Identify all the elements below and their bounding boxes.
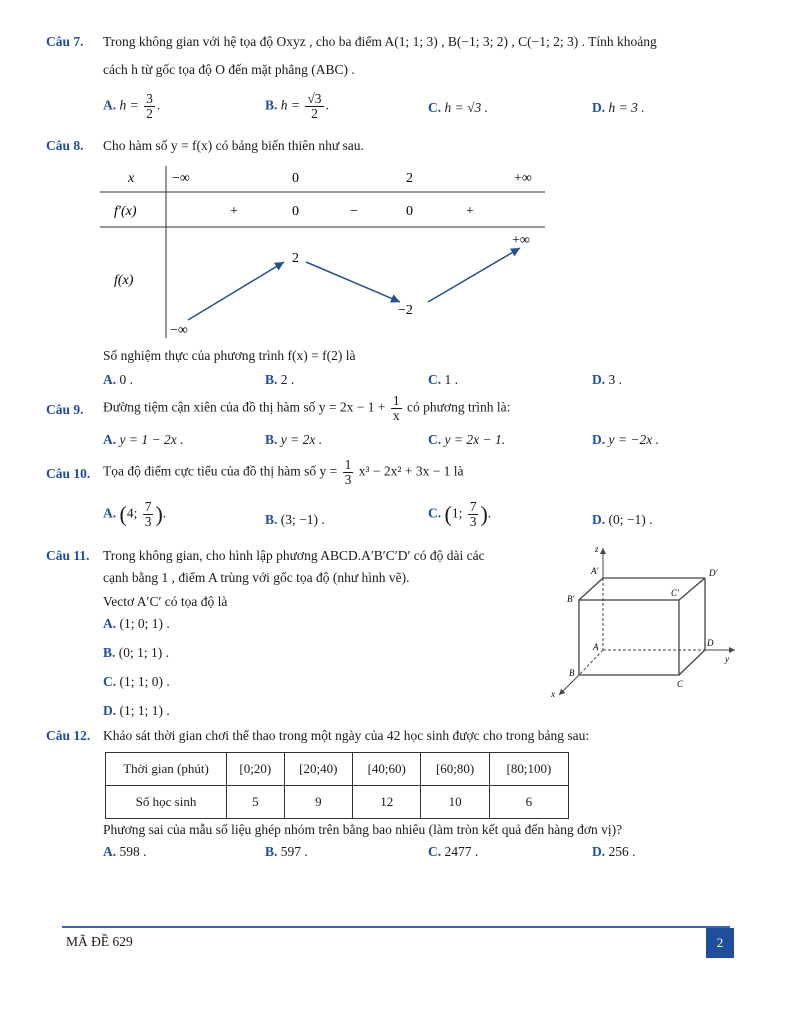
cube-label-c: C (677, 679, 684, 689)
question-12-option-c[interactable] (428, 844, 478, 860)
question-11-number: Câu 11. (46, 548, 90, 563)
option-label: C. (103, 674, 117, 689)
cube-label-a-prime: A′ (591, 566, 599, 576)
option-label: A. (103, 432, 117, 447)
option-d-text: y = −2x . (608, 432, 659, 447)
option-c-text: 2477 . (444, 844, 479, 859)
fraction: $\frac{1}{3}$ (344, 457, 352, 487)
option-label: D. (592, 372, 606, 387)
fraction: $\frac{3}{2}$ (146, 91, 153, 121)
option-label: A. (103, 505, 117, 521)
vt-sign-1: + (230, 204, 238, 219)
question-12-text-line2: Phương sai của mẫu số liệu ghép nhóm trên bằng bao nhiêu (làm tròn kết quả đến hàng đơn vị)? (103, 822, 623, 837)
table-cell: [20;40) (284, 753, 352, 786)
option-b-text: (3; −1) . (280, 512, 325, 527)
option-label: A. (103, 844, 117, 859)
vt-sign-5: + (466, 204, 474, 219)
question-7-text-line1: Trong không gian với hệ tọa độ Oxyz , cho ba điểm A(1; 1; 3) , B(−1; 3; 2) , C(−1; 2; 3) . Tính khoảng (103, 34, 657, 49)
question-7-text-line2: cách h từ gốc tọa độ O đến mặt phẳng (ABC) . (103, 62, 355, 77)
question-7-option-c[interactable] (428, 100, 488, 116)
option-d-text: 256 . (608, 844, 636, 859)
question-9-option-d[interactable] (592, 432, 659, 448)
option-d-text: (0; −1) . (608, 512, 653, 527)
table-header-cell: Số học sinh (106, 786, 227, 819)
fraction: $\frac{√3}{2}$ (307, 91, 322, 121)
cube-label-d: D (707, 638, 714, 648)
question-10-number: Câu 10. (46, 466, 91, 481)
option-a-text: 598 . (119, 844, 147, 859)
vt-f-val-3: −2 (398, 303, 413, 318)
option-label: A. (103, 97, 117, 113)
question-11-option-c[interactable] (103, 674, 170, 690)
vt-f-val-2: 2 (292, 251, 299, 266)
question-10-text-line1 (103, 458, 464, 487)
question-11-text-line3: Vectơ A′C′ có tọa độ là (103, 594, 228, 609)
question-12-option-b[interactable] (265, 844, 308, 860)
option-b-text: 597 . (280, 844, 308, 859)
option-label: B. (265, 432, 278, 447)
question-8-number: Câu 8. (46, 138, 84, 153)
option-d-text: (1; 1; 1) . (119, 703, 170, 718)
question-7-option-a[interactable]: A. h = $\frac{3}{2}$ . (103, 91, 161, 121)
option-b-text: y = 2x . (280, 432, 323, 447)
option-label: D. (103, 703, 117, 718)
question-10-option-d[interactable] (592, 512, 652, 528)
vt-x-val-3: 2 (406, 171, 413, 186)
exam-code: MÃ ĐỀ 629 (66, 934, 133, 949)
question-9-option-b[interactable] (265, 432, 322, 448)
variation-table (100, 162, 550, 342)
option-label: C. (428, 505, 442, 521)
question-9-option-a[interactable] (103, 432, 183, 448)
question-11-option-a[interactable] (103, 616, 170, 632)
question-11-text-line1: Trong không gian, cho hình lập phương ABCD.A′B′C′D′ có độ dài các (103, 548, 485, 563)
option-b-text: (0; 1; 1) . (118, 645, 170, 660)
footer-divider (62, 926, 730, 928)
option-b-text: 2 . (280, 372, 295, 387)
table-cell: [80;100) (489, 753, 568, 786)
table-cell: [60;80) (421, 753, 489, 786)
cube-figure (545, 540, 745, 710)
question-9-number: Câu 9. (46, 402, 84, 417)
option-a-text: y = 1 − 2x . (119, 432, 184, 447)
fraction: $\frac{1}{x}$ (392, 393, 400, 423)
question-10-option-c[interactable]: C. (1; $\frac{7}{3}$ ). (428, 499, 492, 529)
question-12-option-a[interactable] (103, 844, 147, 860)
option-b-lhs: h = (280, 97, 301, 113)
option-c-text: 1; (451, 505, 463, 521)
option-c-text: (1; 1; 0) . (119, 674, 170, 689)
option-label: D. (592, 844, 606, 859)
option-label: C. (428, 432, 442, 447)
q10-text-post: x³ − 2x² + 3x − 1 là (358, 463, 464, 479)
table-cell: 9 (284, 786, 352, 819)
option-label: D. (592, 432, 606, 447)
option-label: B. (265, 372, 278, 387)
option-label: C. (428, 100, 442, 115)
frequency-table (105, 752, 569, 819)
table-cell: [0;20) (227, 753, 285, 786)
vt-sign-4: 0 (406, 204, 413, 219)
option-a-text: (1; 0; 1) . (119, 616, 170, 631)
question-11-option-d[interactable] (103, 703, 170, 719)
question-11-text-line2: cạnh bằng 1 , điểm A trùng với gốc tọa độ (như hình vẽ). (103, 570, 410, 585)
question-8-text-line2: Số nghiệm thực của phương trình f(x) = f(2) là (103, 348, 356, 363)
cube-label-a: A (593, 642, 599, 652)
option-a-text: 4; (126, 505, 138, 521)
vt-x-label: x (128, 171, 135, 186)
question-12-text-line1: Khảo sát thời gian chơi thể thao trong một ngày của 42 học sinh được cho trong bảng sau: (103, 728, 590, 743)
question-8-option-a[interactable] (103, 372, 133, 388)
question-7-number: Câu 7. (46, 34, 84, 49)
question-10-option-a[interactable]: A. (4; $\frac{7}{3}$ ). (103, 499, 167, 529)
vt-x-val-2: 0 (292, 171, 299, 186)
vt-arrow-up-1 (188, 262, 284, 320)
q10-text-pre: Tọa độ điểm cực tiểu của đồ thị hàm số y = (103, 463, 338, 479)
cube-label-x: x (551, 689, 555, 699)
question-8-option-b[interactable] (265, 372, 294, 388)
option-label: B. (265, 97, 278, 113)
vt-arrow-up-2 (428, 248, 520, 302)
question-9-text-line1 (103, 394, 510, 423)
table-row (106, 786, 569, 819)
option-c-text: h = √3 . (444, 100, 489, 115)
vt-f-label: f(x) (114, 273, 134, 288)
option-d-text: 3 . (608, 372, 622, 387)
question-9-option-c[interactable] (428, 432, 505, 448)
question-8-option-c[interactable] (428, 372, 458, 388)
option-c-text: y = 2x − 1. (444, 432, 506, 447)
option-c-text: 1 . (444, 372, 458, 387)
cube-label-b-prime: B′ (567, 594, 575, 604)
table-cell: 5 (227, 786, 285, 819)
option-label: D. (592, 512, 606, 527)
q9-text-pre: Đường tiệm cận xiên của đồ thị hàm số y = 2x − 1 + (103, 399, 386, 415)
option-a-lhs: h = (119, 97, 139, 113)
table-cell: 10 (421, 786, 489, 819)
vt-f-val-1: −∞ (170, 323, 188, 338)
option-label: B. (103, 645, 116, 660)
table-header-cell: Thời gian (phút) (106, 753, 227, 786)
cube-label-y: y (725, 654, 729, 664)
question-12-number: Câu 12. (46, 728, 91, 743)
vt-sign-2: 0 (292, 204, 299, 219)
table-row (106, 753, 569, 786)
question-7-option-b[interactable]: B. h = $\frac{√3}{2}$ . (265, 91, 329, 121)
cube-label-b: B (569, 668, 575, 678)
fraction: $\frac{7}{3}$ (144, 499, 152, 529)
question-10-option-b[interactable] (265, 512, 325, 528)
option-label: B. (265, 844, 278, 859)
fraction: $\frac{7}{3}$ (469, 499, 477, 529)
vt-f-val-4: +∞ (512, 233, 530, 248)
cube-label-z: z (595, 544, 599, 554)
cube-label-c-prime: C′ (671, 588, 679, 598)
table-cell: [40;60) (353, 753, 421, 786)
option-a-text: 0 . (119, 372, 133, 387)
question-8-text-line1: Cho hàm số y = f(x) có bảng biến thiên như sau. (103, 138, 364, 153)
table-cell: 6 (489, 786, 568, 819)
vt-fprime-label: f′(x) (114, 204, 137, 219)
option-label: C. (428, 844, 442, 859)
vt-arrow-down (306, 262, 400, 302)
vt-x-val-1: −∞ (172, 171, 190, 186)
option-label: D. (592, 100, 606, 115)
q9-text-post: có phương trình là: (407, 399, 511, 415)
question-12-option-d[interactable] (592, 844, 636, 860)
table-cell: 12 (353, 786, 421, 819)
question-11-option-b[interactable] (103, 645, 169, 661)
vt-sign-3: − (350, 204, 358, 219)
option-label: A. (103, 372, 117, 387)
cube-label-d-prime: D′ (709, 568, 718, 578)
option-label: C. (428, 372, 442, 387)
option-label: A. (103, 616, 117, 631)
option-label: B. (265, 512, 278, 527)
question-8-option-d[interactable] (592, 372, 622, 388)
page-number: 2 (706, 928, 734, 958)
question-7-option-d[interactable] (592, 100, 645, 116)
vt-x-val-4: +∞ (514, 171, 532, 186)
option-d-text: h = 3 . (608, 100, 645, 115)
